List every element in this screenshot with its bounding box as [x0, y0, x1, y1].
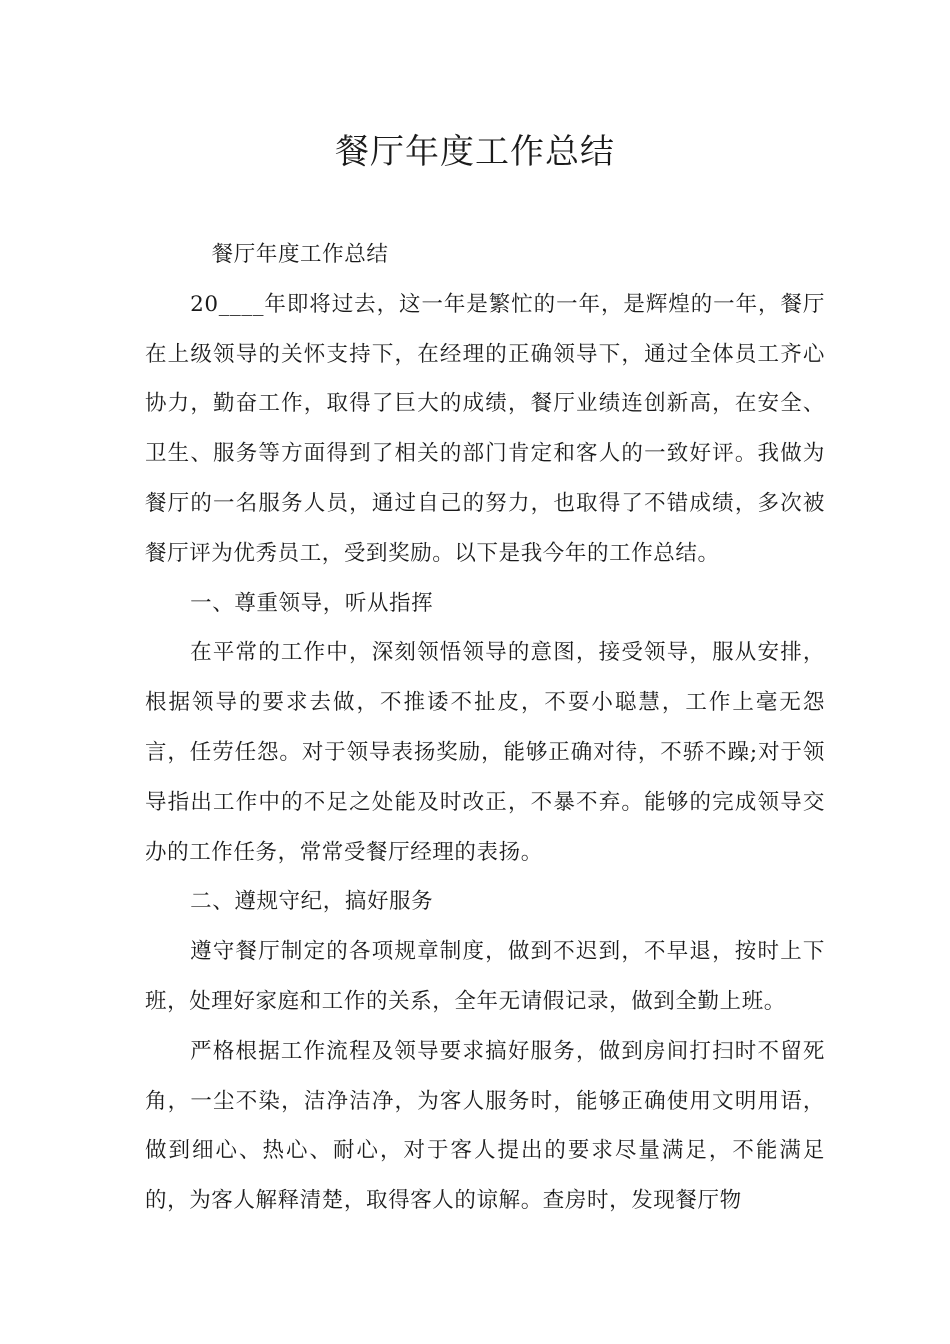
- section-heading-2: 二、遵规守纪，搞好服务: [190, 889, 434, 915]
- document-title: 餐厅年度工作总结: [335, 132, 615, 172]
- document-body: [145, 230, 825, 1226]
- document-subtitle: 餐厅年度工作总结: [211, 242, 389, 267]
- paragraph-section-2b: 严格根据工作流程及领导要求搞好服务，做到房间打扫时不留死角，一尘不染，洁净洁净，为客人服务时，能够正确使用文明用语，做到细心、热心、耐心，对于客人提出的要求尽量满足，不能满足的，为客人解释清楚，取得客人的谅解。查房时，发现餐厅物: [145, 1038, 825, 1214]
- paragraph-section-2a: 遵守餐厅制定的各项规章制度，做到不迟到，不早退，按时上下班，处理好家庭和工作的关系，全年无请假记录，做到全勤上班。: [145, 939, 825, 1014]
- paragraph-intro: 20____年即将过去，这一年是繁忙的一年，是辉煌的一年，餐厅在上级领导的关怀支持下，在经理的正确领导下，通过全体员工齐心协力，勤奋工作，取得了巨大的成绩，餐厅业绩连创新高，在安全、卫生、服务等方面得到了相关的部门肯定和客人的一致好评。我做为餐厅的一名服务人员，通过自己的努力，也取得了不错成绩，多次被餐厅评为优秀员工，受到奖励。以下是我今年的工作总结。: [145, 291, 825, 566]
- paragraph-section-1: 在平常的工作中，深刻领悟领导的意图，接受领导，服从安排，根据领导的要求去做，不推诿不扯皮，不耍小聪慧，工作上毫无怨言，任劳任怨。对于领导表扬奖励，能够正确对待，不骄不躁;对于领导指出工作中的不足之处能及时改正，不暴不弃。能够的完成领导交办的工作任务，常常受餐厅经理的表扬。: [145, 640, 825, 865]
- section-heading-1: 一、尊重领导，听从指挥: [190, 590, 434, 616]
